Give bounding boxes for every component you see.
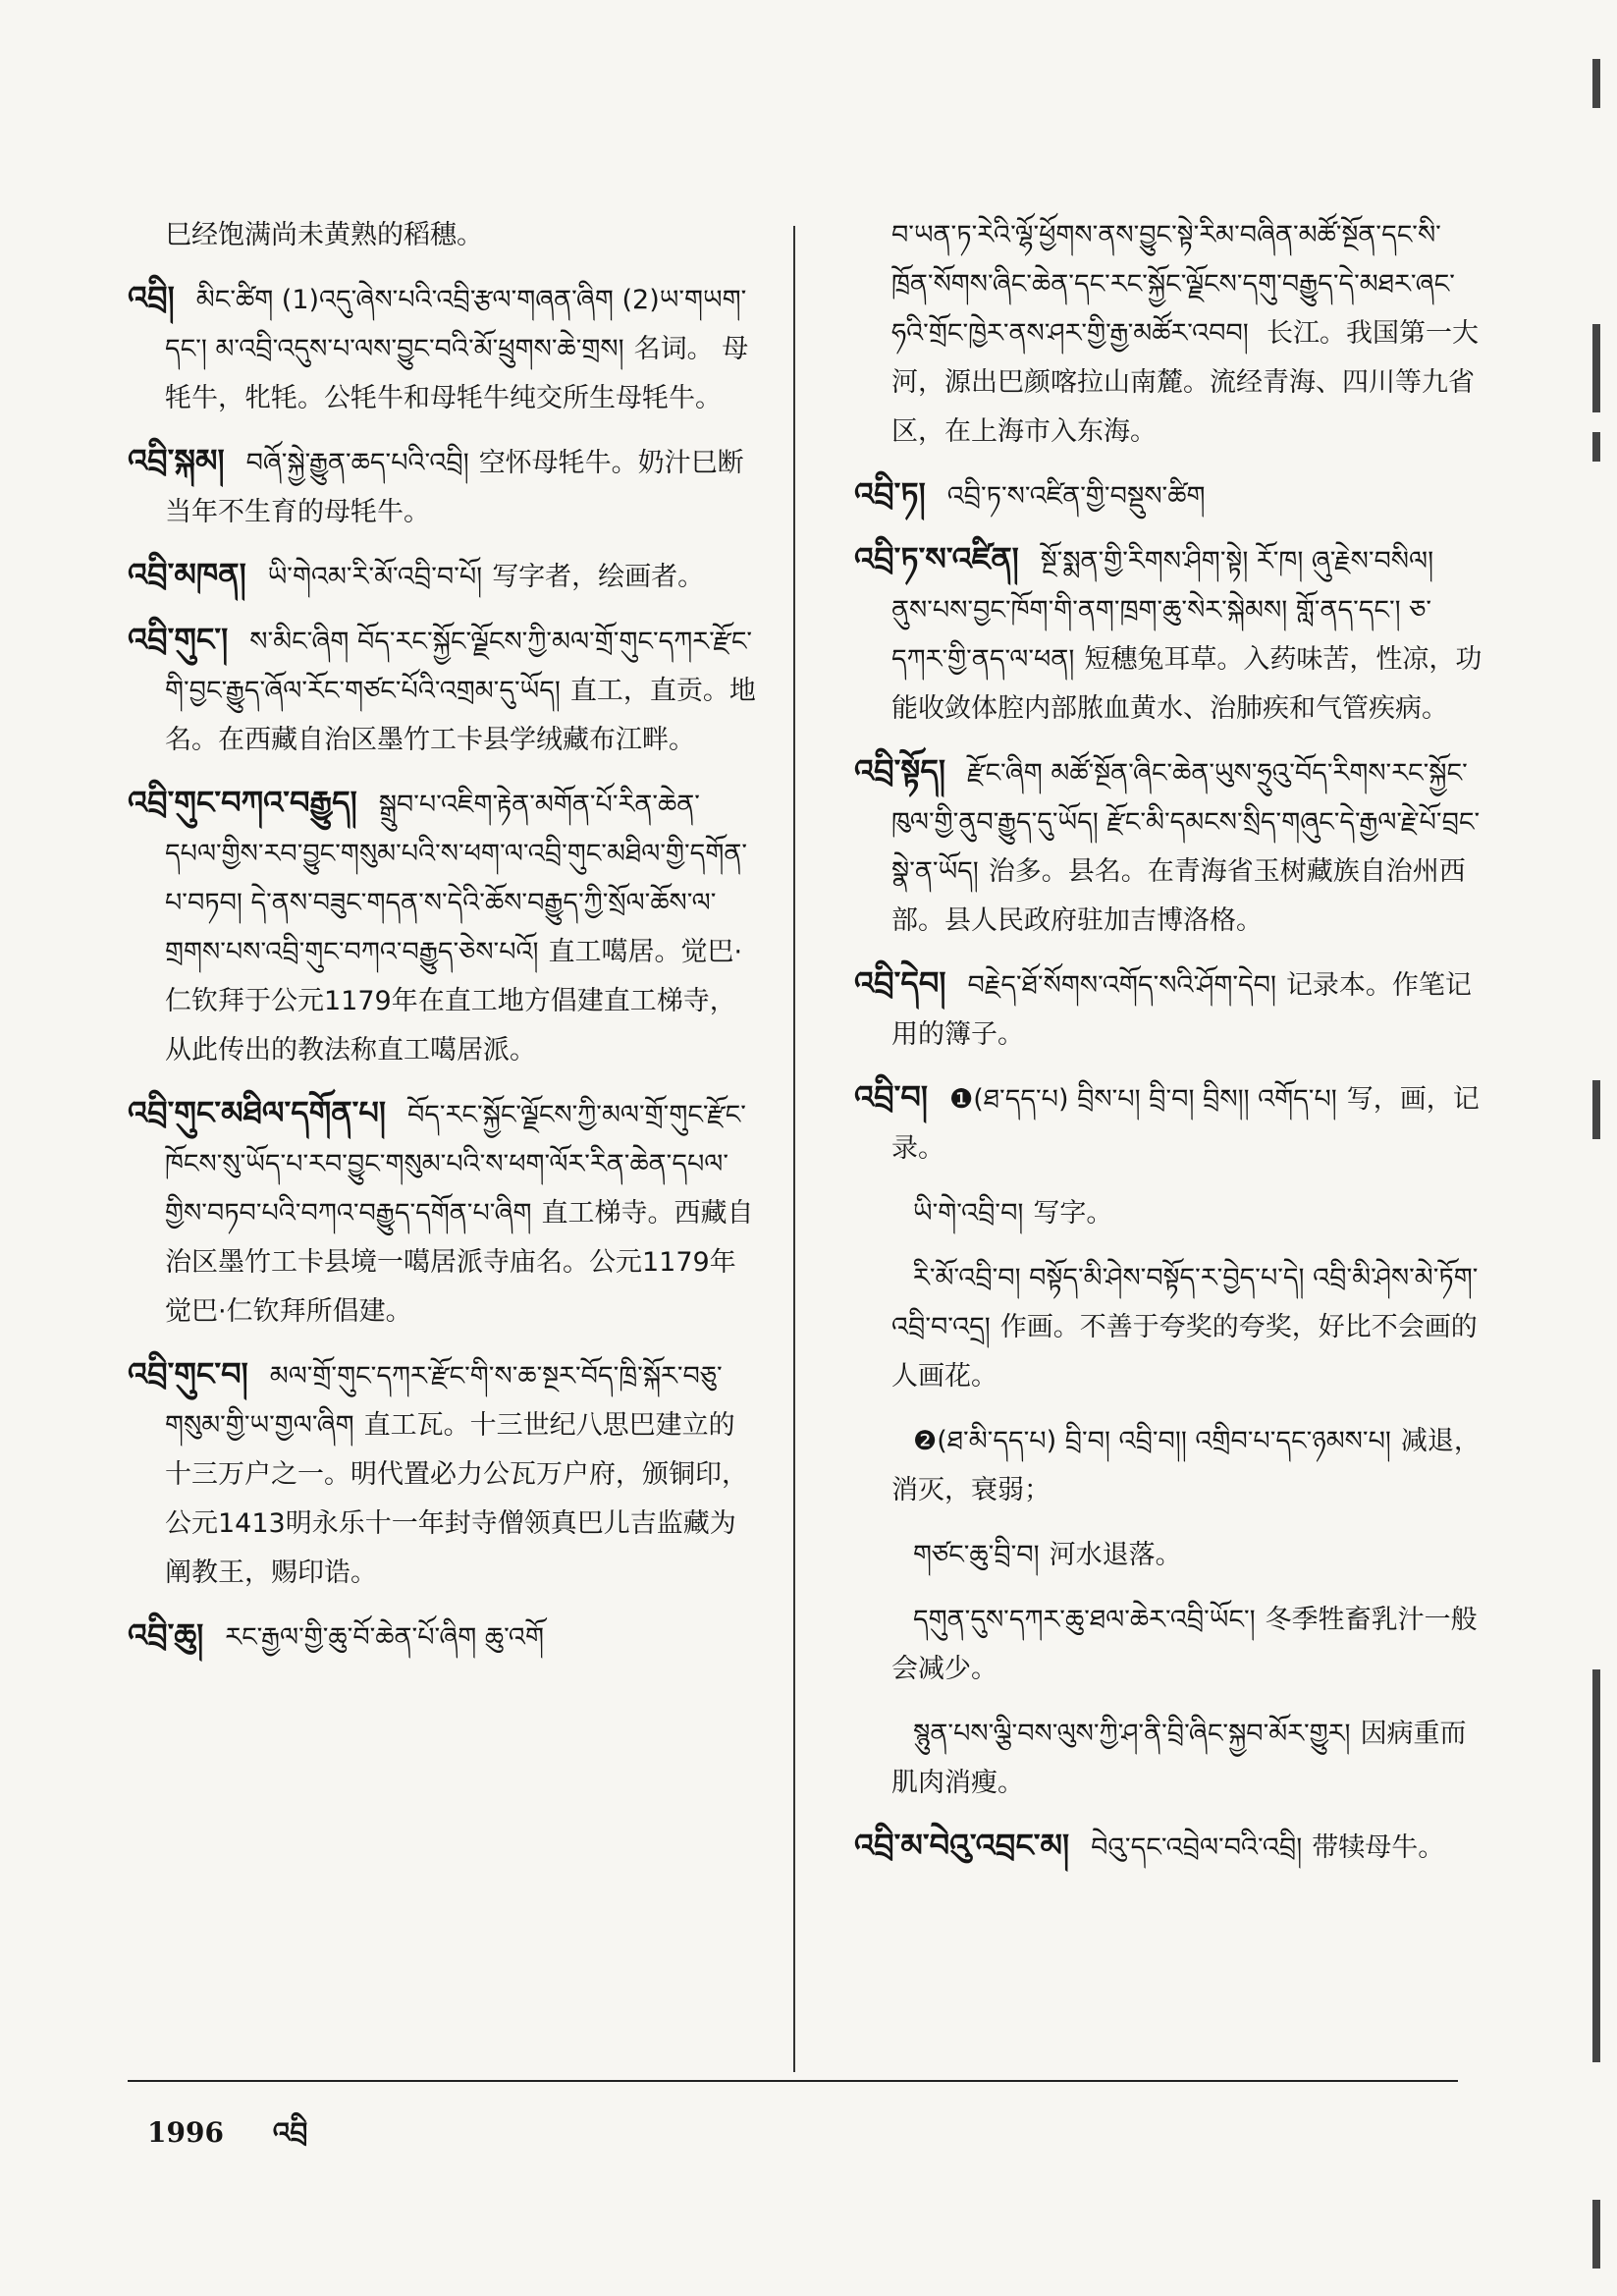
footer-rule <box>128 2080 1458 2082</box>
chinese-definition: 写字。 <box>1033 1198 1113 1229</box>
tibetan-definition: གཙང་ཆུ་བྲི་བ། <box>913 1540 1040 1570</box>
scan-edge-marks <box>1578 0 1617 2296</box>
dictionary-entry <box>854 1187 1482 1238</box>
tibetan-definition: སྔོ་སྨན་གྱི་རིགས་ཤིག་སྟེ། རོ་ཁ། ཞུ་རྗེས་བསིལ། ནུས་པས་བྱང་ཁོག་གི་ནག་ཁྲག་ཆུ་སེར་སྐེམས། གློ་ནད་དང་། ཅ་དཀར་གྱི་ནད་ལ་ཕན། <box>891 546 1434 675</box>
dictionary-entry <box>854 535 1482 734</box>
dictionary-entry <box>128 779 756 1075</box>
dictionary-entry <box>854 747 1482 946</box>
dictionary-entry <box>854 959 1482 1060</box>
chinese-text: 巳经饱满尚未黄熟的稻穗。 <box>165 220 483 250</box>
tibetan-definition: བོད་རང་སྐྱོང་ལྗོངས་ཀྱི་མལ་གྲོ་གུང་རྫོང་ཁོངས་སུ་ཡོད་པ་རབ་བྱུང་གསུམ་པའི་ས་ཕག་ལོར་རིན་ཆེན་དཔལ་གྱིས་བཏབ་པའི་བཀའ་བརྒྱུད་དགོན་པ་ཞིག <box>165 1100 746 1229</box>
chinese-definition: 因病重而肌肉消瘦。 <box>891 1719 1467 1798</box>
dictionary-entry <box>128 274 756 423</box>
tibetan-definition: རང་རྒྱལ་གྱི་ཆུ་བོ་ཆེན་པོ་ཞིག ཆུ་འགོ <box>225 1622 544 1653</box>
chinese-definition: 写字者，绘画者。 <box>492 562 705 592</box>
tibetan-definition: དགུན་དུས་དཀར་ཆུ་ཐལ་ཆེར་འབྲི་ཡོང་། <box>913 1605 1256 1635</box>
page-number: 1996 <box>147 2116 224 2149</box>
column-divider <box>793 226 795 2072</box>
headword: འབྲི་གུང་བ། <box>128 1355 248 1393</box>
headword: འབྲི་ཏ། <box>854 475 926 513</box>
chinese-definition: 减退，消灭，衰弱； <box>891 1426 1481 1505</box>
right-column <box>854 211 1482 1886</box>
tibetan-definition: རི་མོ་འབྲི་བ། བསྟོད་མི་ཤེས་བསྟོད་ར་བྱེད་པ་དེ། འབྲི་མི་ཤེས་མེ་ཏོག་འབྲི་བ་འདྲ། <box>891 1263 1479 1342</box>
dictionary-entry <box>128 551 756 602</box>
tibetan-definition: འབྲི་ཏ་ས་འཛིན་གྱི་བསྡུས་ཚིག <box>946 481 1206 512</box>
headword: འབྲི་སྐམ། <box>128 442 225 479</box>
tibetan-definition: བ་ཡན་ཏ་རེའི་ལྷོ་ཕྱོགས་ནས་བྱུང་སྟེ་རིམ་བཞིན་མཚོ་སྔོན་དང་སི་ཁྲོན་སོགས་ཞིང་ཆེན་དང་རང་སྐྱོང་ལྗོངས་དགུ་བརྒྱུད་དེ་མཐར་ཞང་ཧའི་གྲོང་ཁྱེར་ནས་ཤར་གྱི་རྒྱ་མཚོར་འབབ། <box>891 220 1455 349</box>
dictionary-entry <box>128 1089 756 1337</box>
chinese-definition: 短穗兔耳草。入药味苦，性凉，功能收敛体腔内部脓血黄水、治肺疾和气管疾病。 <box>891 644 1482 724</box>
headword: འབྲི་མ་བེའུ་འབྲང་མ། <box>854 1827 1070 1864</box>
tibetan-definition: ❶(ཐ་དད་པ) བྲིས་པ། བྲི་བ། བྲིས།། འགོད་པ། <box>949 1084 1337 1115</box>
chinese-definition: 写，画，记录。 <box>891 1084 1480 1164</box>
tibetan-definition: ཡི་གེ་འབྲི་བ། <box>913 1198 1024 1229</box>
tibetan-definition: ❷(ཐ་མི་དད་པ) བྲི་བ། འབྲི་བ།། འགྲིབ་པ་དང་ཉམས་པ། <box>913 1426 1391 1456</box>
tibetan-definition: རྫོང་ཞིག མཚོ་སྔོན་ཞིང་ཆེན་ཡུས་ཧྲུའུ་བོད་རིགས་རང་སྐྱོང་ཁུལ་གྱི་ནུབ་རྒྱུད་དུ་ཡོད། རྫོང་མི་དམངས་སྲིད་གཞུང་དེ་རྒྱལ་རྗེ་པོ་བྲང་སྣེ་ན་ཡོད། <box>891 758 1481 887</box>
chinese-definition: 直工梯寺。西藏自治区墨竹工卡县境一噶居派寺庙名。公元1179年觉巴·仁钦拜所倡建。 <box>165 1198 754 1327</box>
chinese-definition: 记录本。作笔记用的簿子。 <box>891 970 1472 1050</box>
headword: འབྲི། <box>128 279 175 316</box>
dictionary-entry <box>854 1594 1482 1694</box>
tibetan-definition: མིང་ཚིག (1)འདུ་ཞེས་པའི་འབྲི་རྩལ་གཞན་ཞིག (2)ཡ་གཡག་དང་། མ་འབྲི་འདུས་པ་ལས་བྱུང་བའི་མོ་ཕྲུགས་ཆེ་གྲས། <box>165 285 747 364</box>
headword: འབྲི་ཆུ། <box>128 1616 204 1654</box>
headword: འབྲི་གུང་མཐིལ་དགོན་པ། <box>128 1094 386 1131</box>
chinese-definition: 长江。我国第一大河，源出巴颜喀拉山南麓。流经青海、四川等九省区，在上海市入东海。 <box>891 318 1480 447</box>
continued-entry <box>854 211 1482 457</box>
tibetan-definition: མལ་གྲོ་གུང་དཀར་རྫོང་གི་ས་ཆ་སྔར་བོད་ཁྲི་སྐོར་བཅུ་གསུམ་གྱི་ཡ་གྱལ་ཞིག <box>165 1361 723 1441</box>
page-footer <box>147 2102 347 2179</box>
continued-text <box>128 211 756 260</box>
dictionary-entry <box>854 1252 1482 1401</box>
headword: འབྲི་སྟོད། <box>854 752 946 790</box>
headword: འབྲི་གུང་། <box>128 621 229 658</box>
dictionary-entry <box>854 1708 1482 1808</box>
chinese-definition: 直工噶居。觉巴·仁钦拜于公元1179年在直工地方倡建直工梯寺，从此传出的教法称直工噶居派。 <box>165 937 743 1066</box>
dictionary-entry <box>128 1350 756 1598</box>
chinese-definition: 作画。不善于夸奖的夸奖，好比不会画的人画花。 <box>891 1312 1478 1392</box>
headword: འབྲི་དེབ། <box>854 964 946 1002</box>
running-head: འབྲི <box>272 2116 308 2149</box>
dictionary-entry <box>128 1612 756 1663</box>
dictionary-entry <box>854 1822 1482 1873</box>
tibetan-definition: བཞོ་སྐྱེ་རྒྱུན་ཆད་པའི་འབྲི། <box>245 448 469 478</box>
tibetan-definition: བརྗེད་ཐོ་སོགས་འགོད་སའི་ཤོག་དེབ། <box>967 970 1276 1001</box>
chinese-definition: 河水退落。 <box>1049 1540 1182 1570</box>
chinese-definition: 直工，直贡。地名。在西藏自治区墨竹工卡县学绒藏布江畔。 <box>165 676 756 755</box>
dictionary-entry <box>128 437 756 537</box>
dictionary-entry <box>854 470 1482 521</box>
dictionary-entry <box>854 1073 1482 1174</box>
dictionary-entry <box>854 1529 1482 1580</box>
headword: འབྲི་ཏ་ས་འཛིན། <box>854 540 1019 577</box>
chinese-definition: 治多。县名。在青海省玉树藏族自治州西部。县人民政府驻加吉博洛格。 <box>891 856 1466 936</box>
dictionary-entry <box>128 616 756 765</box>
headword: འབྲི་གུང་བཀའ་བརྒྱུད། <box>128 784 357 821</box>
headword: འབྲི་བ། <box>854 1078 929 1116</box>
tibetan-definition: ས་མིང་ཞིག བོད་རང་སྐྱོང་ལྗོངས་ཀྱི་མལ་གྲོ་གུང་དཀར་རྫོང་གི་བྱང་རྒྱུད་ཞོལ་རོང་གཙང་པོའི་འགྲམ་དུ་ཡོད། <box>165 627 753 706</box>
dictionary-entry <box>854 1415 1482 1515</box>
chinese-definition: 带犊母牛。 <box>1312 1832 1445 1863</box>
chinese-definition: 名词。 母牦牛，牝牦。公牦牛和母牦牛纯交所生母牦牛。 <box>165 334 749 413</box>
tibetan-definition: སྙུན་པས་ལྕི་བས་ལུས་ཀྱི་ཤ་ནི་བྲི་ཞིང་སྐྱབ་མོར་གྱུར། <box>913 1719 1351 1749</box>
left-column <box>128 211 756 1676</box>
chinese-definition: 直工瓦。十三世纪八思巴建立的十三万户之一。明代置必力公瓦万户府，颁铜印，公元1413明永乐十一年封寺僧领真巴儿吉监藏为阐教王，赐印诰。 <box>165 1410 748 1588</box>
chinese-definition: 空怀母牦牛。奶汁巳断当年不生育的母牦牛。 <box>165 448 744 527</box>
tibetan-definition: བེའུ་དང་འབྲེལ་བའི་འབྲི། <box>1091 1832 1303 1863</box>
headword: འབྲི་མཁན། <box>128 556 246 593</box>
chinese-definition: 冬季牲畜乳汁一般会减少。 <box>891 1605 1478 1684</box>
tibetan-definition: སྒྲུབ་པ་འཇིག་རྟེན་མགོན་པོ་རིན་ཆེན་དཔལ་གྱིས་རབ་བྱུང་གསུམ་པའི་ས་ཕག་ལ་འབྲི་གུང་མཐིལ་གྱི་དགོན་པ་བཏབ། དེ་ནས་བཟུང་གདན་ས་དེའི་ཆོས་བརྒྱུད་ཀྱི་སྲོལ་ཆོས་ལ་གྲགས་པས་འབྲི་གུང་བཀའ་བརྒྱུད་ཅེས་པའོ། <box>165 790 747 967</box>
tibetan-definition: ཡི་གེའམ་རི་མོ་འབྲི་བ་པོ། <box>267 562 483 592</box>
